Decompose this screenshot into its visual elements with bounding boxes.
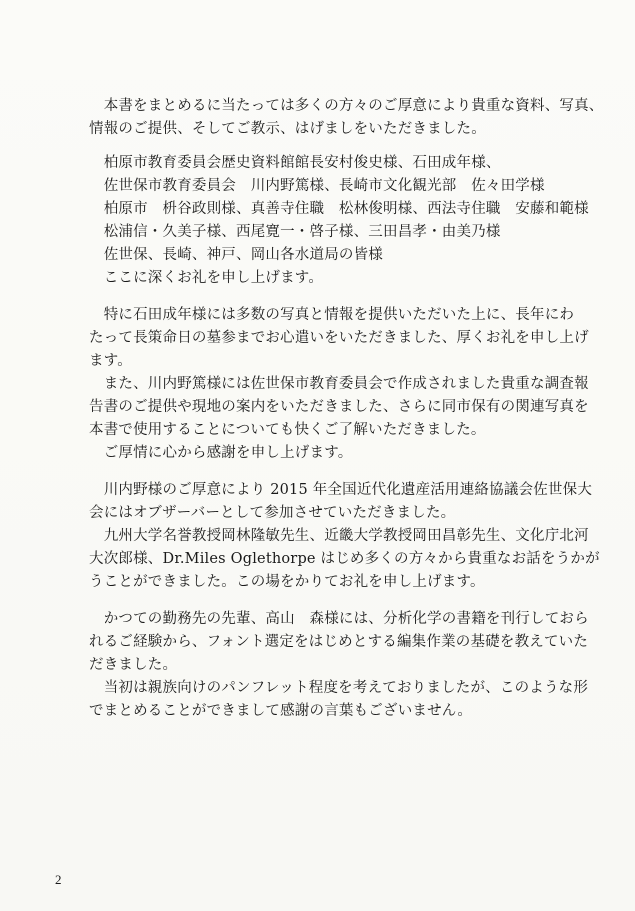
- text-line: でまとめることができまして感謝の言葉もございません。: [89, 703, 473, 719]
- text-line: 川内野様のご厚意により 2015 年全国近代化遺産活用連絡協議会佐世保大: [89, 482, 593, 498]
- text-line: ご厚情に心から感謝を申し上げます。: [89, 445, 353, 461]
- text-line: 佐世保、長崎、神戸、岡山各水道局の皆様: [89, 247, 383, 263]
- acknowledgements-body: [89, 95, 609, 723]
- text-line: 会にはオブザーバーとして参加させていただきました。: [89, 505, 456, 521]
- text-line: 特に石田成年様には多数の写真と情報を提供いただいた上に、長年にわ: [89, 307, 575, 323]
- text-line: 佐世保市教育委員会 川内野篤様、長崎市文化観光部 佐々田学様: [89, 178, 545, 194]
- page-number: 2: [55, 872, 62, 887]
- text-line: 本書をまとめるに当たっては多くの方々のご厚意により貴重な資料、写真、: [89, 98, 604, 114]
- text-line: 告書のご提供や現地の案内をいただきました、さらに同市保有の関連写真を: [89, 399, 589, 415]
- text-line: 柏原市教育委員会歴史資料館館長安村俊史様、石田成年様、: [89, 155, 501, 171]
- text-line: 大次郎様、Dr.Miles Oglethorpe はじめ多くの方々から貴重なお話をうかが: [89, 551, 600, 567]
- text-line: だきました。: [89, 657, 178, 673]
- text-line: うことができました。この場をかりてお礼を申し上げます。: [89, 574, 485, 590]
- text-line: 九州大学名誉教授岡林隆敏先生、近畿大学教授岡田昌彰先生、文化庁北河: [89, 528, 589, 544]
- text-line: れるご経験から、フォント選定をはじめとする編集作業の基礎を教えていた: [89, 634, 589, 650]
- text-line: また、川内野篤様には佐世保市教育委員会で作成されました貴重な調査報: [89, 376, 589, 392]
- text-line: ます。: [89, 353, 132, 369]
- text-line: 柏原市 枡谷政則様、真善寺住職 松林俊明様、西法寺住職 安藤和範様: [89, 201, 589, 217]
- text-line: ここに深くお礼を申し上げます。: [89, 270, 324, 286]
- text-line: たって長策命日の墓参までお心遣いをいただきました、厚くお礼を申し上げ: [89, 330, 589, 346]
- text-line: 情報のご提供、そしてご教示、はげましをいただきました。: [89, 121, 486, 137]
- text-line: かつての勤務先の先輩、高山 森様には、分析化学の書籍を刊行しておら: [89, 611, 589, 627]
- text-line: 当初は親族向けのパンフレット程度を考えておりましたが、このような形: [89, 680, 589, 696]
- text-line: 本書で使用することについても快くご了解いただきました。: [89, 422, 486, 438]
- text-line: 松浦信・久美子様、西尾寛一・啓子様、三田昌孝・由美乃様: [89, 224, 501, 240]
